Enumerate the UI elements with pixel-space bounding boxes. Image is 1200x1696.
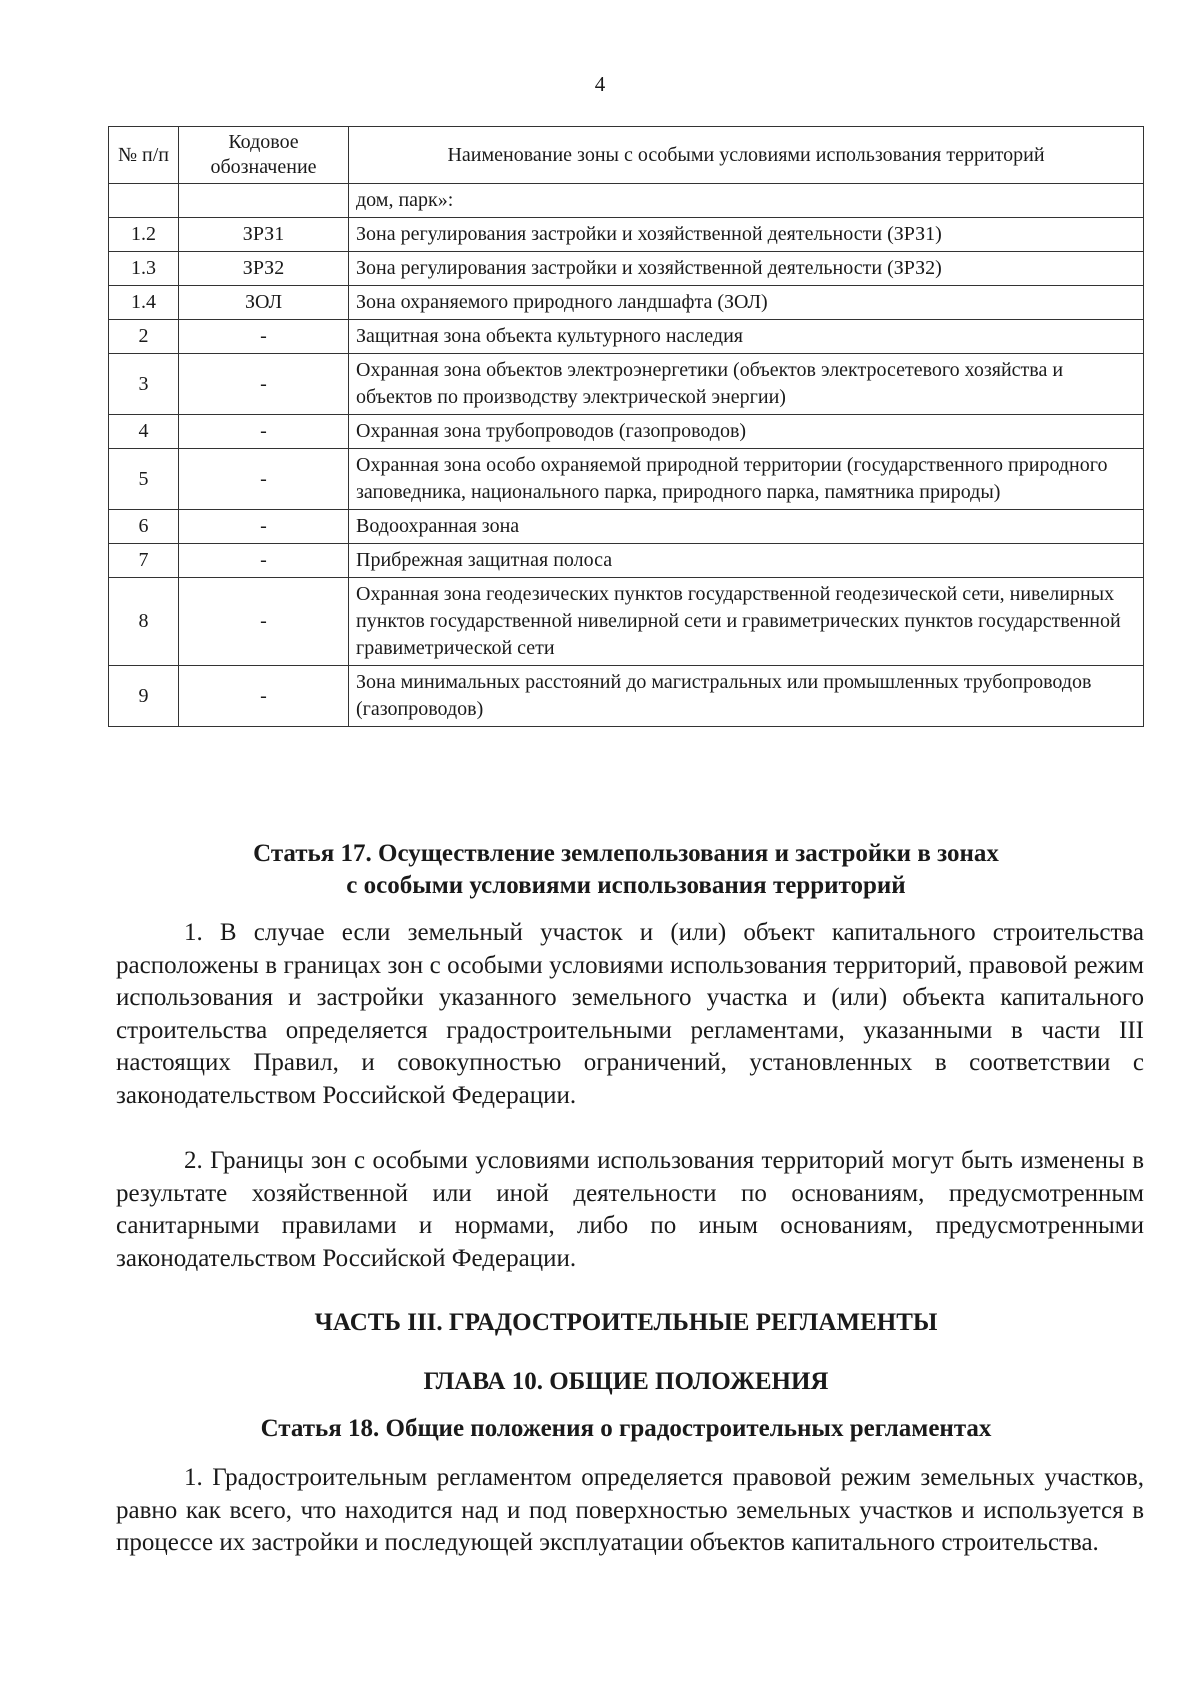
header-name: Наименование зоны с особыми условиями использования территорий: [349, 127, 1144, 184]
table-row: [109, 578, 1144, 666]
row-code: -: [179, 578, 349, 666]
header-num: № п/п: [109, 127, 179, 184]
row-num: 1.4: [109, 286, 179, 320]
row-code: -: [179, 415, 349, 449]
article-18-paragraph-1: 1. Градостроительным регламентом определяется правовой режим земельных участков, равно как всего, что находится над и под поверхностью земельных участков и используется в процессе их застройки и последующей эксплуатации объектов капитального строительства.: [116, 1464, 1144, 1556]
article-17-title: [108, 838, 1144, 902]
table-row: [109, 252, 1144, 286]
row-num: 9: [109, 666, 179, 727]
row-code: ЗРЗ1: [179, 218, 349, 252]
article-17-paragraph-2: 2. Границы зон с особыми условиями использования территорий могут быть изменены в результате хозяйственной или иной деятельности по основаниям, предусмотренным санитарными правилами и нормами, либо по иным основаниям, предусмотренными законодательством Российской Федерации.: [116, 1147, 1144, 1272]
row-code: ЗОЛ: [179, 286, 349, 320]
table-row: [109, 184, 1144, 218]
row-code: -: [179, 544, 349, 578]
row-num: 5: [109, 449, 179, 510]
table-row: [109, 544, 1144, 578]
row-name: дом, парк»:: [349, 184, 1144, 218]
row-num: 1.2: [109, 218, 179, 252]
article-17-title-line1: Статья 17. Осуществление землепользования и застройки в зонах: [253, 840, 999, 867]
page-number: 4: [594, 72, 606, 96]
row-name: Охранная зона трубопроводов (газопроводов): [349, 415, 1144, 449]
row-name: Зона регулирования застройки и хозяйственной деятельности (ЗРЗ1): [349, 218, 1144, 252]
header-code: Кодовое обозначение: [179, 127, 349, 184]
row-num: 4: [109, 415, 179, 449]
row-num: 8: [109, 578, 179, 666]
row-num: [109, 184, 179, 218]
article-17-title-line2: с особыми условиями использования территорий: [346, 872, 906, 899]
row-name: Зона минимальных расстояний до магистральных или промышленных трубопроводов (газопроводов): [349, 666, 1144, 727]
chapter-10-title: ГЛАВА 10. ОБЩИЕ ПОЛОЖЕНИЯ: [423, 1368, 829, 1395]
row-name: Зона охраняемого природного ландшафта (ЗОЛ): [349, 286, 1144, 320]
table-row: [109, 449, 1144, 510]
table-row: [109, 510, 1144, 544]
row-name: Охранная зона объектов электроэнергетики (объектов электросетевого хозяйства и объектов по производству электрической энергии): [349, 354, 1144, 415]
table-header-row: [109, 127, 1144, 184]
table-row: [109, 286, 1144, 320]
zones-table: [108, 126, 1144, 727]
part-3-title: ЧАСТЬ III. ГРАДОСТРОИТЕЛЬНЫЕ РЕГЛАМЕНТЫ: [314, 1309, 938, 1336]
row-name: Водоохранная зона: [349, 510, 1144, 544]
row-code: [179, 184, 349, 218]
table-row: [109, 415, 1144, 449]
row-code: ЗРЗ2: [179, 252, 349, 286]
row-num: 1.3: [109, 252, 179, 286]
row-code: -: [179, 666, 349, 727]
row-num: 2: [109, 320, 179, 354]
row-num: 3: [109, 354, 179, 415]
row-code: -: [179, 354, 349, 415]
row-code: -: [179, 510, 349, 544]
row-name: Охранная зона особо охраняемой природной территории (государственного природного заповедника, национального парка, природного парка, памятника природы): [349, 449, 1144, 510]
row-name: Зона регулирования застройки и хозяйственной деятельности (ЗРЗ2): [349, 252, 1144, 286]
article-18-title: Статья 18. Общие положения о градостроительных регламентах: [260, 1415, 992, 1442]
row-name: Прибрежная защитная полоса: [349, 544, 1144, 578]
row-name: Защитная зона объекта культурного наследия: [349, 320, 1144, 354]
table-row: [109, 218, 1144, 252]
row-num: 6: [109, 510, 179, 544]
table-row: [109, 666, 1144, 727]
table-row: [109, 320, 1144, 354]
row-name: Охранная зона геодезических пунктов государственной геодезической сети, нивелирных пунктов государственной нивелирной сети и гравиметрических пунктов государственной гравиметрической сети: [349, 578, 1144, 666]
row-code: -: [179, 449, 349, 510]
table-row: [109, 354, 1144, 415]
row-code: -: [179, 320, 349, 354]
row-num: 7: [109, 544, 179, 578]
article-17-paragraph-1: 1. В случае если земельный участок и (или) объект капитального строительства расположены в границах зон с особыми условиями использования территорий, правовой режим использования и застройки указанного земельного участка и (или) объекта капитального строительства определяется градостроительными регламентами, указанными в части III настоящих Правил, и совокупностью ограничений, установленных в соответствии с законодательством Российской Федерации.: [116, 919, 1144, 1109]
